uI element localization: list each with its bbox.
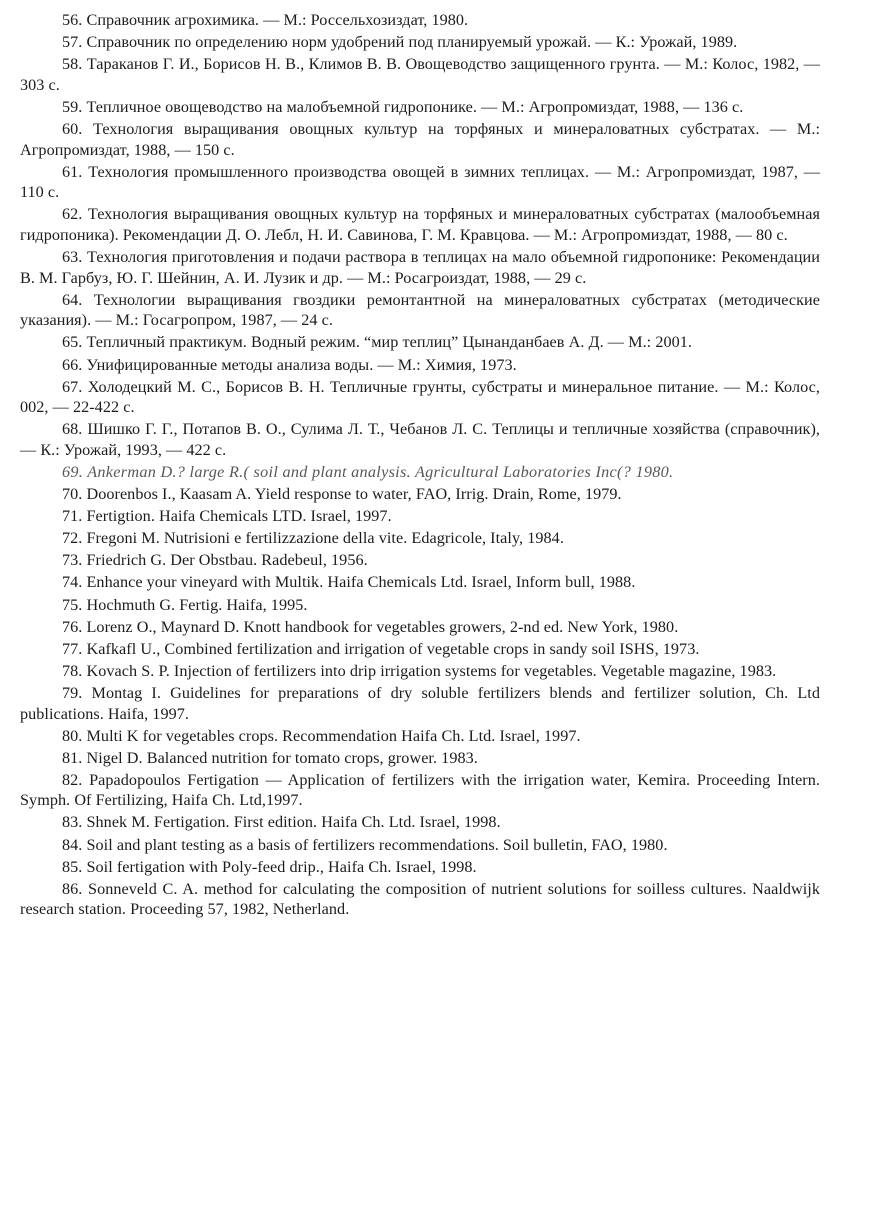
reference-item-60: 60. Технология выращивания овощных культур на торфяных и минераловатных субстратах. — М.: Агропромиздат, 1988, — 150 с. (20, 119, 820, 159)
reference-item-82: 82. Papadopoulos Fertigation — Application of fertilizers with the irrigation water, Kemira. Proceeding Intern. Symph. Of Fertilizing, Haifa Ch. Ltd,1997. (20, 770, 820, 810)
reference-item-77: 77. Kafkafl U., Combined fertilization and irrigation of vegetable crops in sandy soil ISHS, 1973. (62, 639, 700, 658)
reference-item-75: 75. Hochmuth G. Fertig. Haifa, 1995. (62, 595, 308, 614)
reference-item-61: 61. Технология промышленного производства овощей в зимних теплицах. — М.: Агропромиздат, 1987, — 110 с. (20, 162, 820, 202)
reference-item-84: 84. Soil and plant testing as a basis of fertilizers recommendations. Soil bulletin, FAO, 1980. (62, 835, 668, 854)
reference-item-66: 66. Унифицированные методы анализа воды. — М.: Химия, 1973. (62, 355, 517, 374)
reference-item-83: 83. Shnek M. Fertigation. First edition. Haifa Ch. Ltd. Israel, 1998. (62, 813, 501, 832)
reference-item-79: 79. Montag I. Guidelines for preparations of dry soluble fertilizers blends and fertilizer solution, Ch. Ltd publications. Haifa, 1997. (20, 683, 820, 723)
reference-item-72: 72. Fregoni M. Nutrisioni e fertilizzazione della vite. Edagricole, Italy, 1984. (62, 529, 564, 548)
reference-item-70: 70. Doorenbos I., Kaasam A. Yield response to water, FAO, Irrig. Drain, Rome, 1979. (62, 485, 622, 504)
reference-item-86: 86. Sonneveld C. A. method for calculating the composition of nutrient solutions for soilless cultures. Naaldwijk research station. Proceeding 57, 1982, Netherland. (20, 879, 820, 919)
reference-item-80: 80. Multi K for vegetables crops. Recommendation Haifa Ch. Ltd. Israel, 1997. (62, 726, 581, 745)
reference-item-65: 65. Тепличный практикум. Водный режим. “мир теплиц” Цынанданбаев А. Д. — М.: 2001. (62, 333, 692, 352)
reference-item-73: 73. Friedrich G. Der Obstbau. Radebeul, 1956. (62, 551, 368, 570)
reference-item-59: 59. Тепличное овощеводство на малобъемной гидропонике. — М.: Агропромиздат, 1988, — 136 с. (62, 97, 744, 116)
reference-item-76: 76. Lorenz O., Maynard D. Knott handbook for vegetables growers, 2-nd ed. New York, 1980. (62, 617, 679, 636)
reference-item-56: 56. Справочник агрохимика. — М.: Россельхозиздат, 1980. (62, 11, 469, 29)
reference-item-85: 85. Soil fertigation with Poly-feed drip., Haifa Ch. Israel, 1998. (62, 857, 477, 876)
reference-item-67: 67. Холодецкий М. С., Борисов В. Н. Тепличные грунты, субстраты и минеральное питание. — М.: Колос, 002, — 22-422 с. (20, 377, 820, 417)
reference-item-58: 58. Тараканов Г. И., Борисов Н. В., Климов В. В. Овощеводство защищенного грунта. — М.: Колос, 1982, — 303 с. (20, 55, 820, 94)
reference-list (20, 10, 820, 921)
reference-item-62: 62. Технология выращивания овощных культур на торфяных и минераловатных субстратах (малообъемная гидропоника). Рекомендации Д. О. Лебл, Н. И. Савинова, Г. М. Кравцова. — М.: Агропромиздат, 1988, — 80 с. (20, 205, 820, 244)
reference-item-69: 69. Ankerman D.? large R.( soil and plant analysis. Agricultural Laboratories Inc(? 1980. (62, 462, 674, 481)
reference-item-74: 74. Enhance your vineyard with Multik. Haifa Chemicals Ltd. Israel, Inform bull, 1988. (62, 573, 636, 592)
reference-item-78: 78. Kovach S. P. Injection of fertilizers into drip irrigation systems for vegetables. Vegetable magazine, 1983. (62, 661, 777, 680)
reference-item-68: 68. Шишко Г. Г., Потапов В. О., Сулима Л. Т., Чебанов Л. С. Теплицы и тепличные хозяйства (справочник), — К.: Урожай, 1993, — 422 с. (20, 420, 820, 459)
reference-item-63: 63. Технология приготовления и подачи раствора в теплицах на мало объемной гидропонике: Рекомендации В. М. Гарбуз, Ю. Г. Шейнин, А. И. Лузик и др. — М.: Росагроиздат, 1988, — 29 с. (20, 248, 820, 287)
reference-item-81: 81. Nigel D. Balanced nutrition for tomato crops, grower. 1983. (62, 748, 478, 767)
reference-item-71: 71. Fertigtion. Haifa Chemicals LTD. Israel, 1997. (62, 507, 392, 526)
reference-item-64: 64. Технологии выращивания гвоздики ремонтантной на минераловатных субстратах (методические указания). — М.: Госагропром, 1987, — 24 с. (20, 290, 820, 330)
reference-item-57: 57. Справочник по определению норм удобрений под планируемый урожай. — К.: Урожай, 1989. (62, 33, 738, 52)
